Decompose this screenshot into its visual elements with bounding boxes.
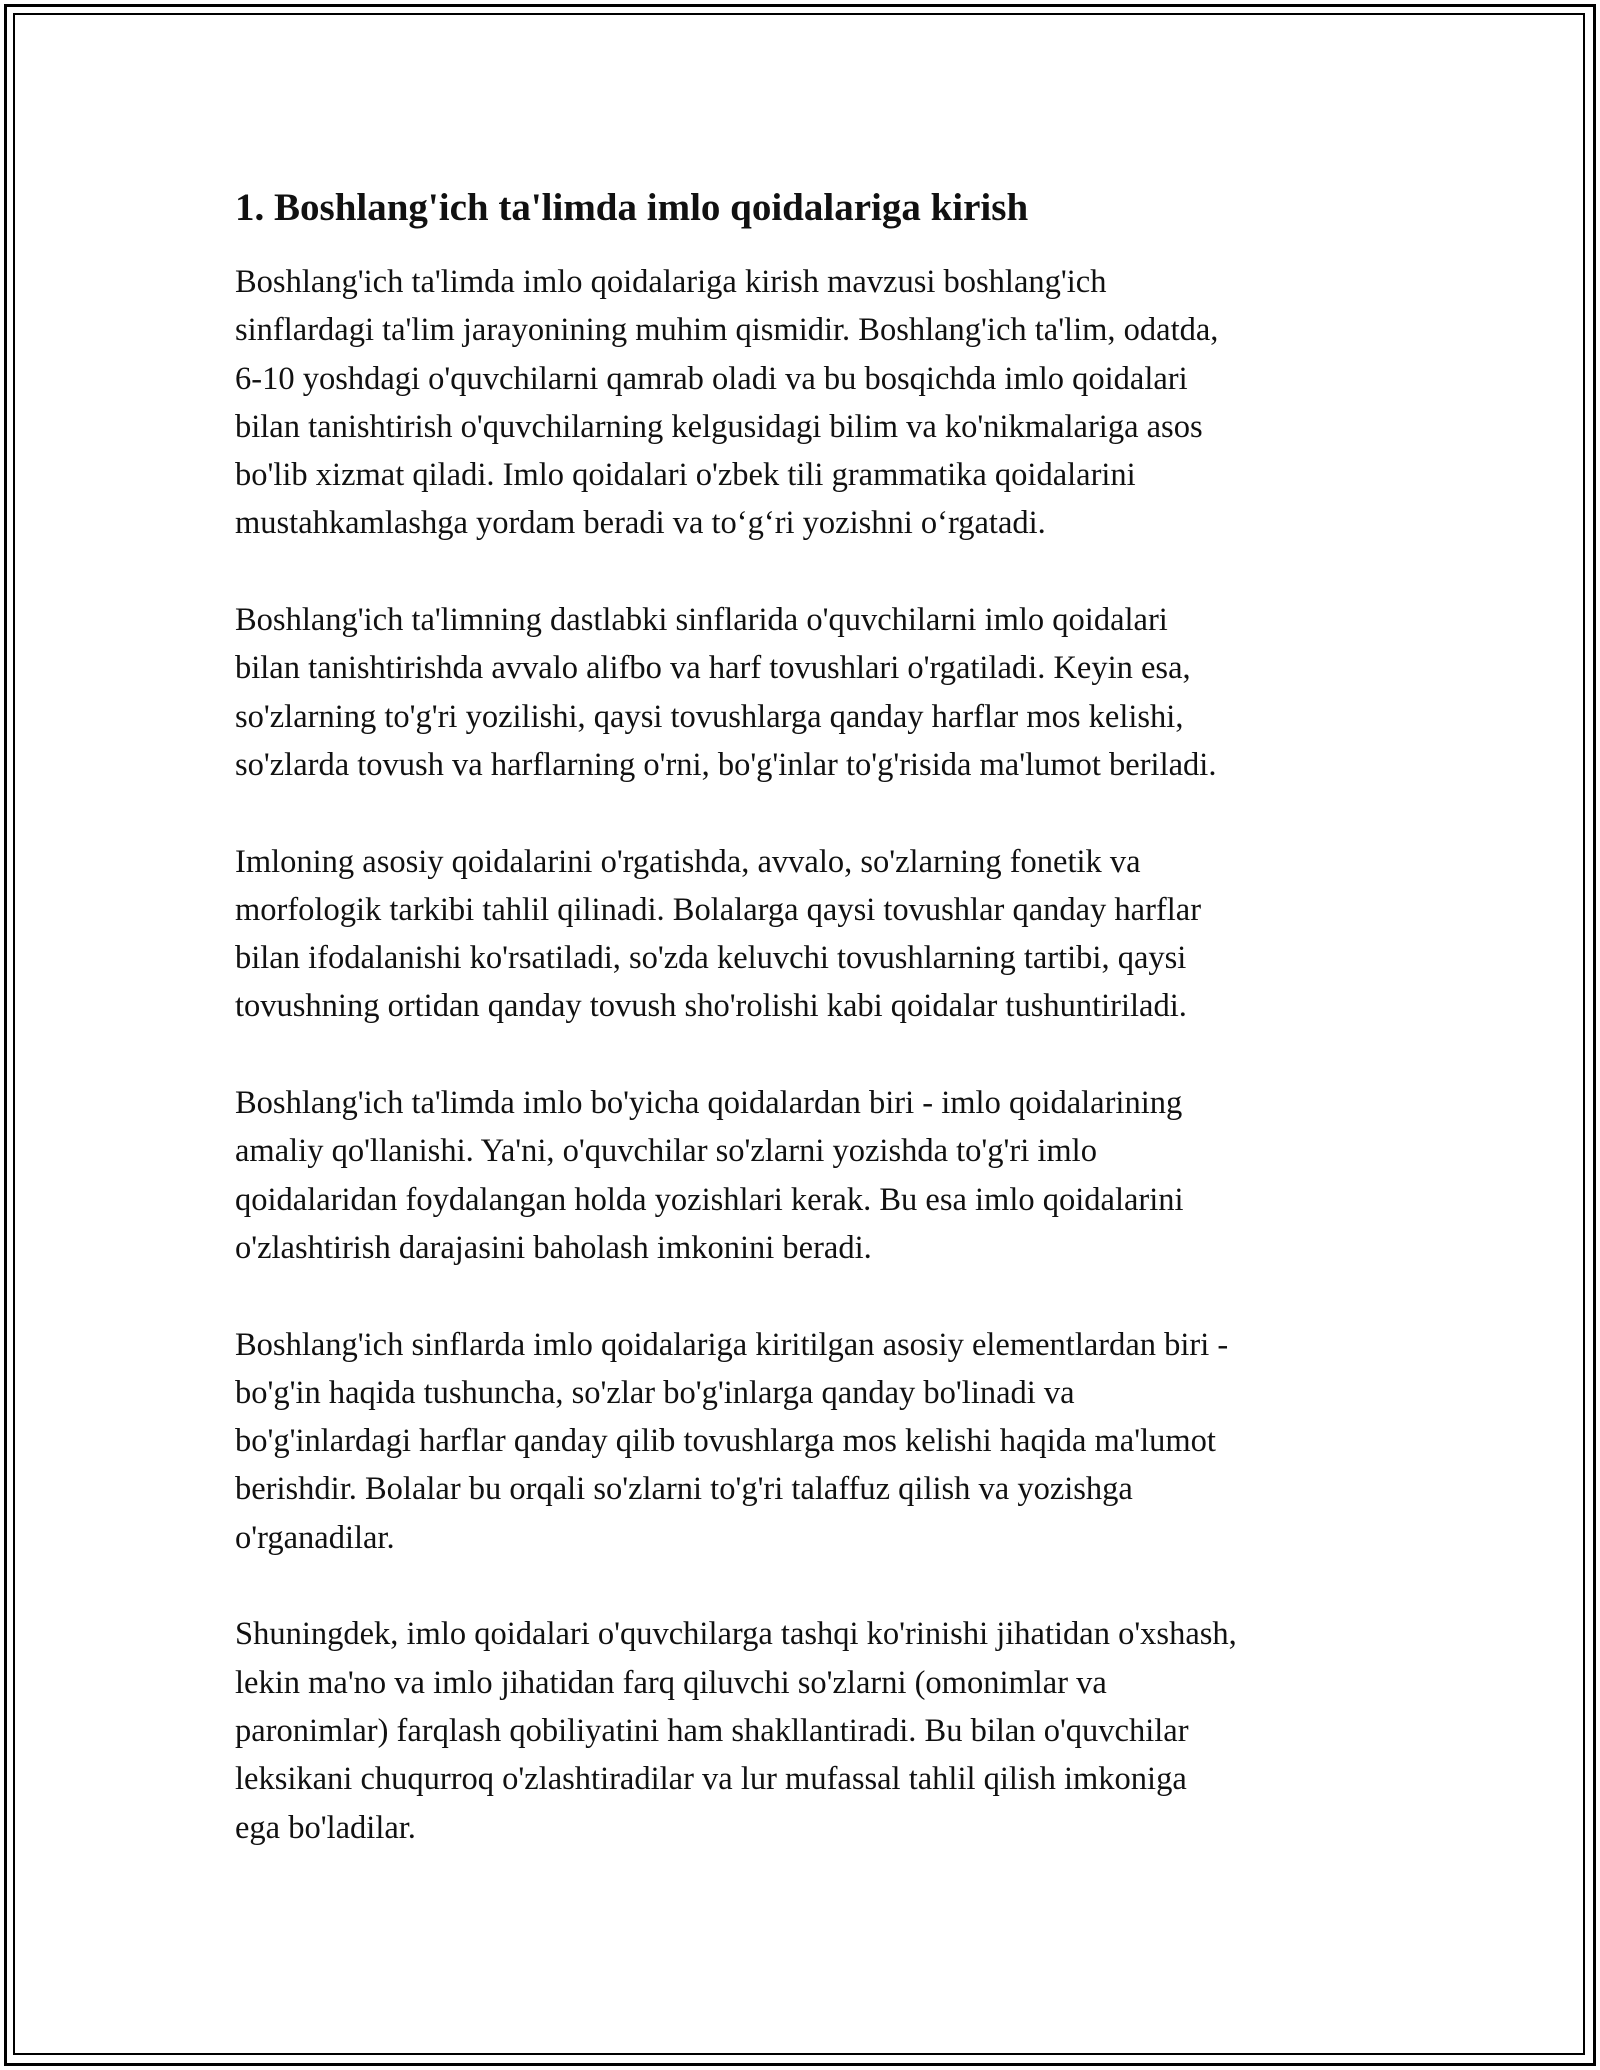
text-line: so'zlarda tovush va harflarning o'rni, bo'g'inlar to'g'risida ma'lumot beriladi. — [235, 746, 1217, 783]
text-line: bilan ifodalanishi ko'rsatiladi, so'zda keluvchi tovushlarning tartibi, qaysi — [235, 940, 1187, 977]
text-line: berishdir. Bolalar bu orqali so'zlarni to'g'ri talaffuz qilish va yozishga — [235, 1471, 1133, 1508]
text-line: mustahkamlashga yordam beradi va to‘g‘ri yozishni o‘rgatadi. — [235, 505, 1046, 542]
paragraph-6 — [235, 1610, 1380, 1851]
text-line: lekin ma'no va imlo jihatidan farq qiluvchi so'zlarni (omonimlar va — [235, 1664, 1107, 1701]
text-line: o'zlashtirish darajasini baholash imkonini beradi. — [235, 1229, 872, 1266]
text-line: Imloning asosiy qoidalarini o'rgatishda, avvalo, so'zlarning fonetik va — [235, 843, 1141, 880]
text-line: bo'lib xizmat qiladi. Imlo qoidalari o'zbek tili grammatika qoidalarini — [235, 457, 1136, 494]
text-line: Boshlang'ich sinflarda imlo qoidalariga kiritilgan asosiy elementlardan biri - — [235, 1326, 1229, 1363]
text-line: bilan tanishtirishda avvalo alifbo va harf tovushlari o'rgatiladi. Keyin esa, — [235, 650, 1191, 687]
text-line: bilan tanishtirish o'quvchilarning kelgusidagi bilim va ko'nikmalariga asos — [235, 408, 1203, 445]
text-line: Boshlang'ich ta'limda imlo bo'yicha qoidalardan biri - imlo qoidalarining — [235, 1085, 1183, 1122]
text-line: tovushning ortidan qanday tovush sho'rolishi kabi qoidalar tushuntiriladi. — [235, 988, 1187, 1025]
text-line: Boshlang'ich ta'limning dastlabki sinflarida o'quvchilarni imlo qoidalari — [235, 602, 1168, 639]
paragraph-1 — [235, 258, 1380, 548]
text-line: Shuningdek, imlo qoidalari o'quvchilarga tashqi ko'rinishi jihatidan o'xshash, — [235, 1616, 1237, 1653]
text-line: so'zlarning to'g'ri yozilishi, qaysi tovushlarga qanday harflar mos kelishi, — [235, 698, 1184, 735]
text-line: bo'g'inlardagi harflar qanday qilib tovushlarga mos kelishi haqida ma'lumot — [235, 1423, 1216, 1460]
paragraph-4 — [235, 1079, 1380, 1272]
text-line: sinflardagi ta'lim jarayonining muhim qismidir. Boshlang'ich ta'lim, odatda, — [235, 312, 1219, 349]
paragraph-3 — [235, 838, 1380, 1031]
text-line: amaliy qo'llanishi. Ya'ni, o'quvchilar so'zlarni yozishda to'g'ri imlo — [235, 1133, 1097, 1170]
text-line: morfologik tarkibi tahlil qilinadi. Bolalarga qaysi tovushlar qanday harflar — [235, 891, 1202, 928]
text-line: 6-10 yoshdagi o'quvchilarni qamrab oladi va bu bosqichda imlo qoidalari — [235, 360, 1188, 397]
paragraph-5 — [235, 1321, 1380, 1562]
document-body — [235, 184, 1380, 1900]
text-line: o'rganadilar. — [235, 1519, 395, 1556]
section-heading: 1. Boshlang'ich ta'limda imlo qoidalariga kirish — [235, 186, 1029, 229]
text-line: paronimlar) farqlash qobiliyatini ham shakllantiradi. Bu bilan o'quvchilar — [235, 1712, 1189, 1749]
text-line: ega bo'ladilar. — [235, 1809, 416, 1846]
text-line: leksikani chuqurroq o'zlashtiradilar va lur mufassal tahlil qilish imkoniga — [235, 1761, 1187, 1798]
paragraph-2 — [235, 596, 1380, 789]
text-line: bo'g'in haqida tushuncha, so'zlar bo'g'inlarga qanday bo'linadi va — [235, 1374, 1075, 1411]
text-line: Boshlang'ich ta'limda imlo qoidalariga kirish mavzusi boshlang'ich — [235, 264, 1107, 300]
text-line: qoidalaridan foydalangan holda yozishlari kerak. Bu esa imlo qoidalarini — [235, 1181, 1184, 1218]
